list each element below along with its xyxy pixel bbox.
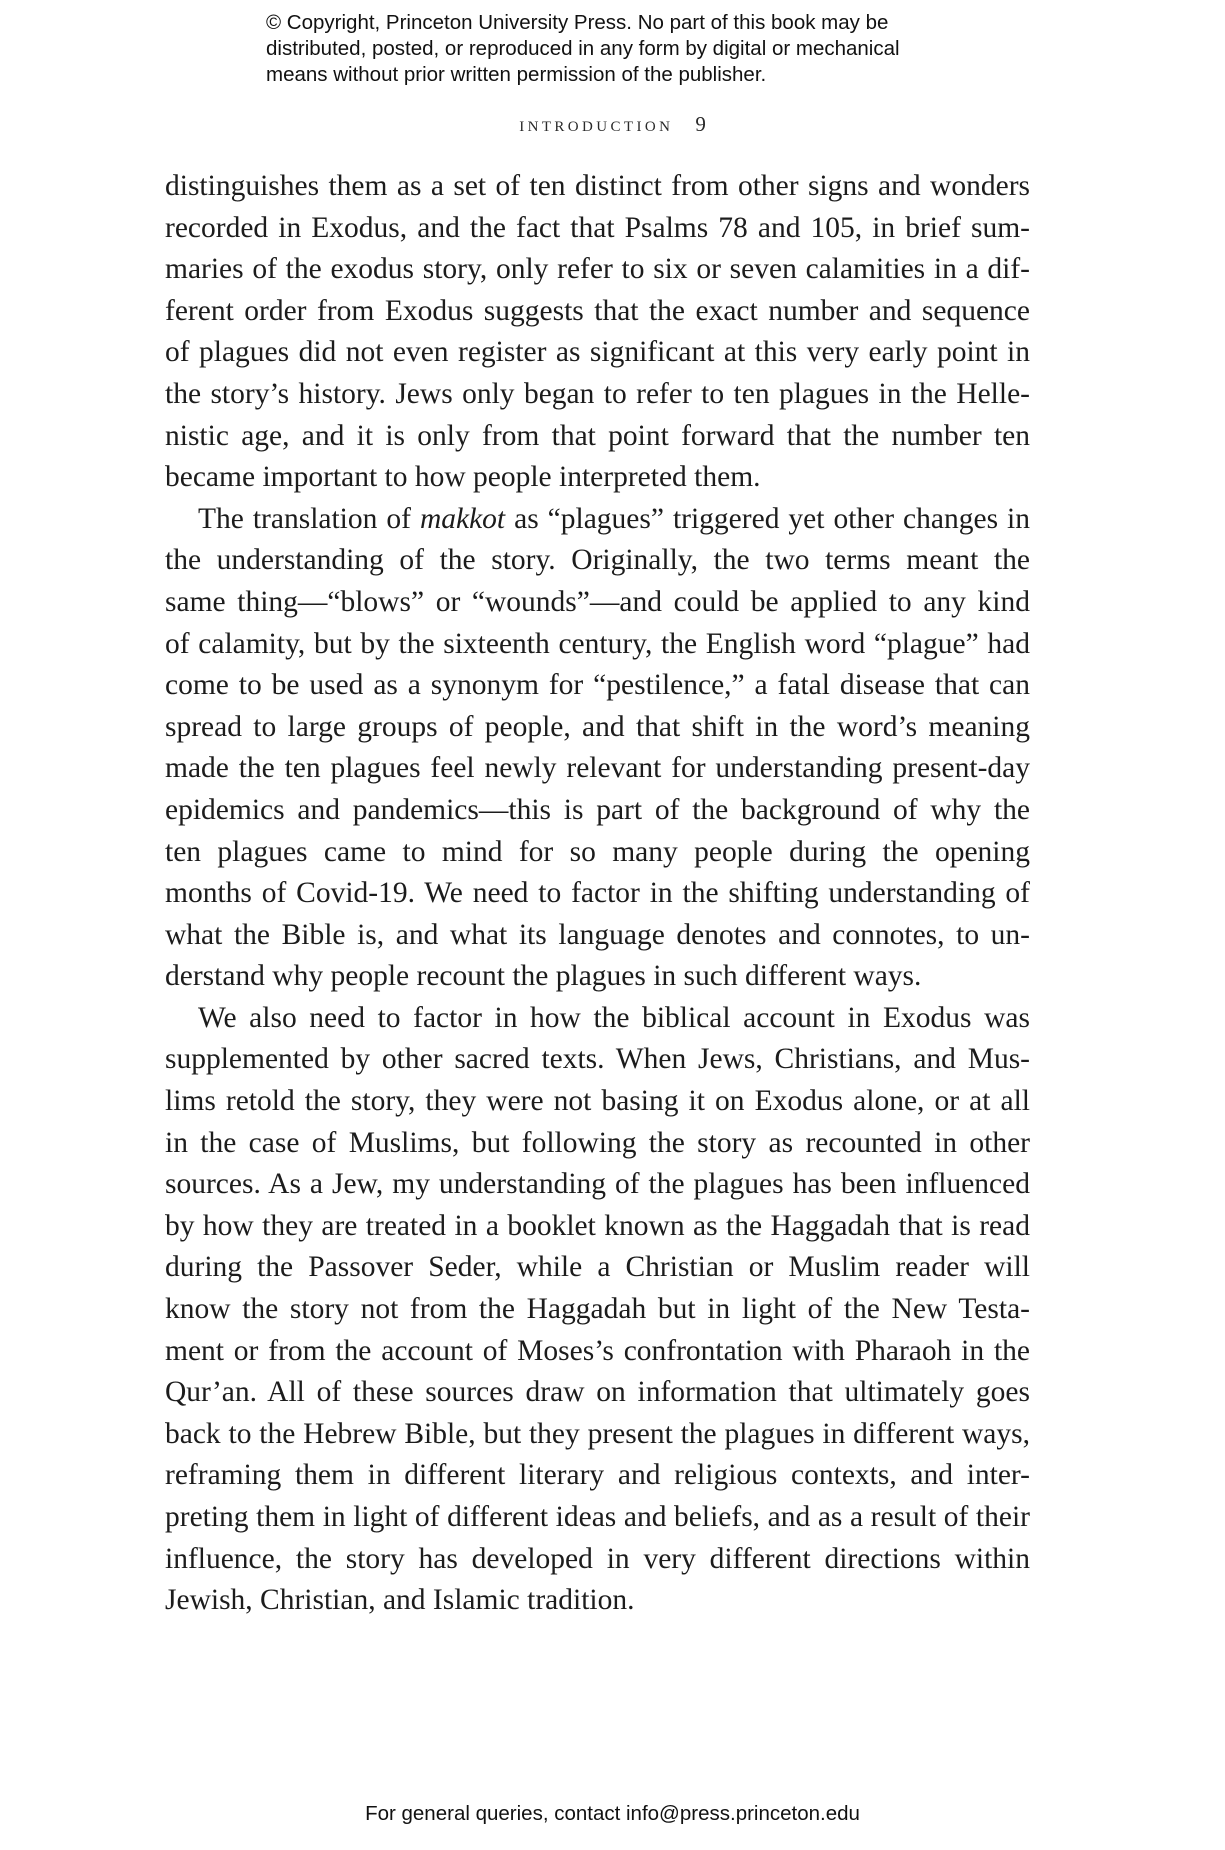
text-line: months of Covid-19. We need to factor in the shifting understanding of: [165, 877, 1030, 910]
text-line: same thing—“blows” or “wounds”—and could be applied to any kind: [165, 585, 1030, 618]
copyright-notice: [266, 10, 1026, 88]
text-line: distinguishes them as a set of ten distinct from other signs and wonders: [165, 170, 1030, 202]
text-line: the understanding of the story. Originally, the two terms meant the: [165, 544, 1030, 577]
text-line: reframing them in different literary and religious contexts, and inter-: [165, 1459, 1030, 1492]
body-text: [165, 166, 1030, 1622]
text-line-first: [165, 499, 1030, 541]
text-line: recorded in Exodus, and the fact that Psalms 78 and 105, in brief sum-: [165, 211, 1030, 244]
text-line: derstand why people recount the plagues in such different ways.: [165, 960, 922, 993]
page-number: 9: [695, 112, 706, 136]
text-line: what the Bible is, and what its language denotes and connotes, to un-: [165, 918, 1030, 951]
copyright-line: means without prior written permission of the publisher.: [266, 63, 767, 86]
text-line: We also need to factor in how the biblical account in Exodus was: [198, 1001, 1030, 1034]
copyright-line: distributed, posted, or reproduced in any form by digital or mechanical: [266, 37, 900, 60]
text-line: in the case of Muslims, but following the story as recounted in other: [165, 1126, 1030, 1159]
text-line: by how they are treated in a booklet known as the Haggadah that is read: [165, 1209, 1030, 1242]
text-line: Qur’an. All of these sources draw on information that ultimately goes: [165, 1376, 1030, 1409]
paragraph-2: [165, 499, 1030, 998]
text-line: ferent order from Exodus suggests that the exact number and sequence: [165, 294, 1030, 327]
text-line: made the ten plagues feel newly relevant for understanding present-day: [165, 752, 1030, 785]
text-line: of calamity, but by the sixteenth century, the English word “plague” had: [165, 627, 1030, 660]
copyright-line: © Copyright, Princeton University Press. No part of this book may be: [266, 11, 889, 34]
text-line: ment or from the account of Moses’s confrontation with Pharaoh in the: [165, 1334, 1030, 1367]
text-line: lims retold the story, they were not basing it on Exodus alone, or at all: [165, 1085, 1030, 1118]
text-line: nistic age, and it is only from that point forward that the number ten: [165, 419, 1030, 452]
text-line: of plagues did not even register as significant at this very early point in: [165, 336, 1030, 369]
footer-contact: For general queries, contact info@press.princeton.edu: [365, 1802, 860, 1825]
text-line: back to the Hebrew Bible, but they present the plagues in different ways,: [165, 1417, 1030, 1450]
paragraph-3: [165, 998, 1030, 1622]
paragraph-1: [165, 166, 1030, 499]
text-line: influence, the story has developed in very different directions within: [165, 1542, 1030, 1575]
text-line: preting them in light of different ideas and beliefs, and as a result of their: [165, 1501, 1030, 1533]
chapter-title: INTRODUCTION: [519, 119, 674, 135]
text-line: know the story not from the Haggadah but in light of the New Testa-: [165, 1293, 1030, 1326]
text-line: supplemented by other sacred texts. When Jews, Christians, and Mus-: [165, 1043, 1030, 1076]
text-run: The translation of: [198, 502, 420, 535]
text-line: come to be used as a synonym for “pestilence,” a fatal disease that can: [165, 669, 1030, 702]
text-line: maries of the exodus story, only refer to six or seven calamities in a dif-: [165, 253, 1030, 286]
text-line: epidemics and pandemics—this is part of the background of why the: [165, 793, 1030, 826]
text-line: became important to how people interpreted them.: [165, 461, 761, 494]
italic-term: makkot: [419, 502, 506, 535]
text-line: ten plagues came to mind for so many people during the opening: [165, 835, 1030, 868]
running-head: [0, 112, 1225, 137]
text-line: sources. As a Jew, my understanding of the plagues has been influenced: [165, 1168, 1030, 1201]
text-line: the story’s history. Jews only began to refer to ten plagues in the Helle-: [165, 377, 1030, 410]
text-line: spread to large groups of people, and that shift in the word’s meaning: [165, 710, 1030, 743]
text-run: as “plagues” triggered yet other changes in: [505, 502, 1030, 535]
text-line: during the Passover Seder, while a Christian or Muslim reader will: [165, 1251, 1030, 1284]
text-line: Jewish, Christian, and Islamic tradition.: [165, 1584, 635, 1617]
